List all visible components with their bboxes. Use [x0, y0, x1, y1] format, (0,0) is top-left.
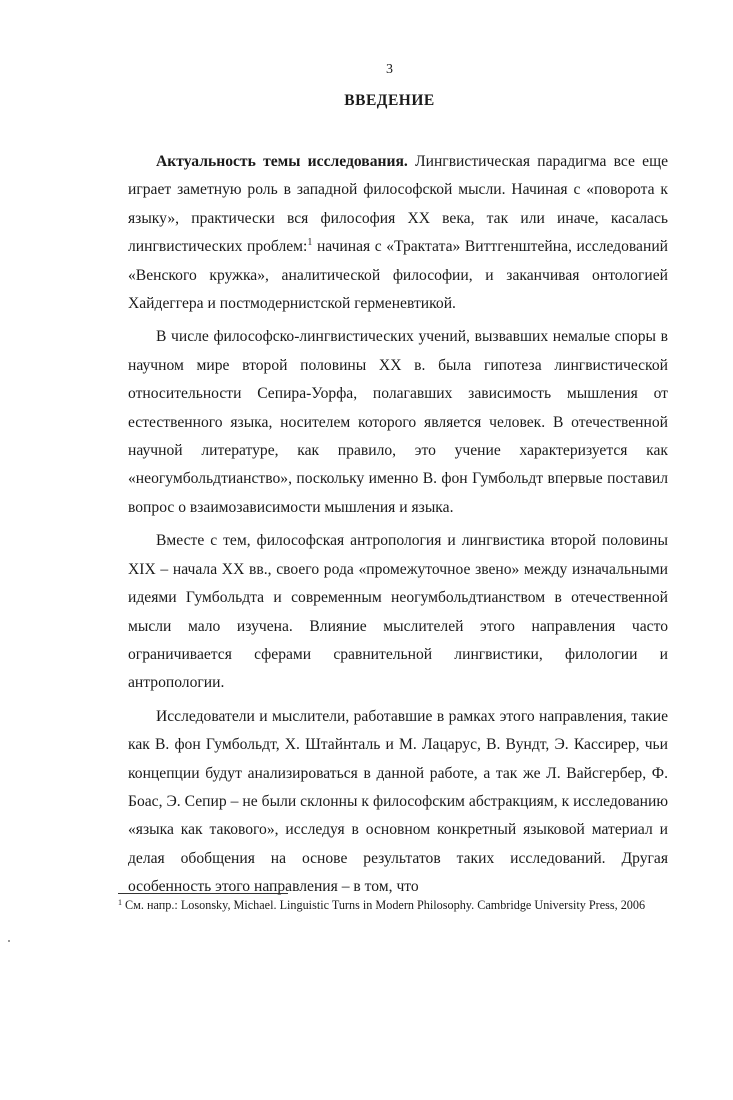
paragraph-2: В числе философско-лингвистических учений, вызвавших немалые споры в научном мире второй половины XX в. была гипотеза лингвистической относительности Сепира-Уорфа, полагавших зависимость мышления от естественного языка, носителем которого является человек. В отечественной научной литературе, как правило, это учение характеризуется как «неогумбольдтианство», поскольку именно В. фон Гумбольдт впервые поставил вопрос о взаимозависимости мышления и языка. — [128, 328, 668, 516]
footnote — [118, 898, 666, 913]
footnote-reference: 1 — [307, 237, 313, 249]
footnote-divider — [118, 893, 288, 894]
footnote-mark: 1 — [118, 898, 122, 907]
paragraph-3: Вместе с тем, философская антропология и лингвистика второй половины XIX – начала XX вв., своего рода «промежуточное звено» между изначальными идеями Гумбольдта и современным неогумбольдтианством в отечественной мысли мало изучена. Влияние мыслителей этого направления часто ограничивается сферами сравнительной лингвистики, филологии и антропологии. — [128, 532, 668, 692]
footnote-text: См. напр.: Losonsky, Michael. Linguistic Turns in Modern Philosophy. Cambridge University Press, 2006 — [122, 898, 646, 912]
section-title: ВВЕДЕНИЕ — [344, 92, 435, 109]
scan-speck — [8, 940, 10, 942]
paragraph-text: начиная с «Трактата» Виттгенштейна, исследований «Венского кружка», аналитической философии, и заканчивая онтологией Хайдеггера и постмодернистской герменевтикой. — [128, 238, 669, 313]
paragraph-lead: Актуальность темы исследования. — [156, 153, 408, 170]
main-text — [128, 148, 668, 902]
paragraph-4: Исследователи и мыслители, работавшие в рамках этого направления, такие как В. фон Гумбольдт, Х. Штайнталь и М. Лацарус, В. Вундт, Э. Кассирер, чьи концепции будут анализироваться в данной работе, а так же Л. Вайсгербер, Ф. Боас, Э. Сепир – не были склонны к философским абстракциям, к исследованию «языка как такового», исследуя в основном конкретный языковой материал и делая обобщения на основе результатов таких исследований. Другая особенность этого направления – в том, что — [128, 707, 668, 896]
paragraph-text: Лингвистическая парадигма все еще играет заметную роль в западной философской мысли. Начиная с «поворота к языку», практически вся философия XX века, так или иначе, касалась лингвистических проблем: — [128, 153, 668, 256]
paragraph-1 — [128, 148, 668, 318]
page-number: 3 — [386, 62, 393, 77]
